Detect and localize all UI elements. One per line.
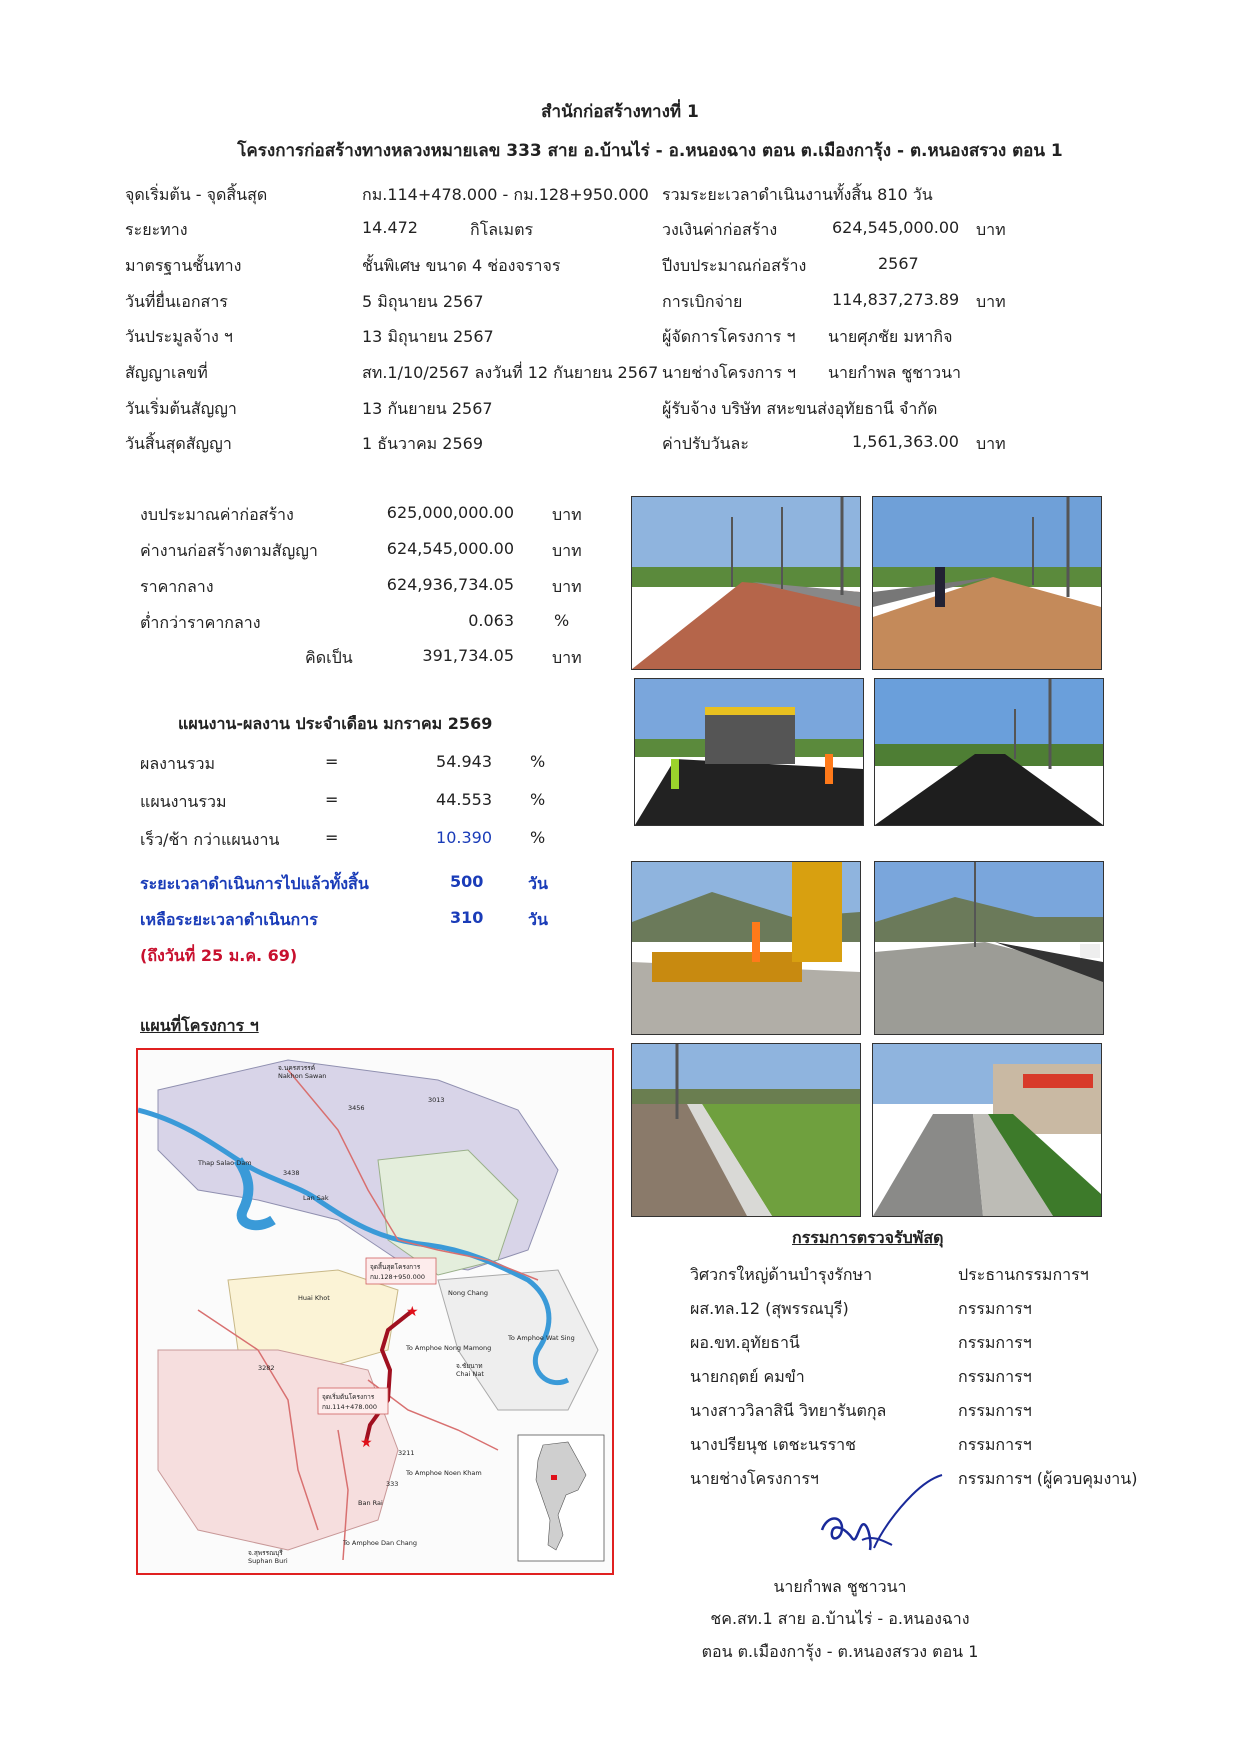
- committee-member-name: นางสาววิลาสินี วิทยารันตกุล: [690, 1401, 887, 1420]
- budget-label: งบประมาณค่าก่อสร้าง: [140, 505, 294, 524]
- photo-subgrade-2: [872, 496, 1102, 670]
- committee-title: กรรมการตรวจรับพัสดุ: [792, 1228, 944, 1247]
- elapsed-unit: วัน: [528, 874, 548, 893]
- budget-value: 391,734.05: [422, 646, 514, 665]
- signer-name: นายกำพล ชูชาวนา: [773, 1577, 907, 1596]
- info-label: ค่าปรับวันละ: [662, 434, 749, 453]
- signature: [812, 1470, 962, 1570]
- map-label-ban-rai: Ban Rai: [358, 1499, 383, 1507]
- budget-value: 624,545,000.00: [386, 539, 514, 558]
- budget-unit: บาท: [552, 577, 582, 596]
- route-shield-3282: 3282: [258, 1364, 275, 1372]
- committee-member-role: กรรมการฯ (ผู้ควบคุมงาน): [958, 1469, 1138, 1488]
- map-label-chai-nat-en: Chai Nat: [456, 1370, 484, 1378]
- project-title: โครงการก่อสร้างทางหลวงหมายเลข 333 สาย อ.บ้านไร่ - อ.หนองฉาง ตอน ต.เมืองการุ้ง - ต.หนองสรวง ตอน 1: [237, 141, 1063, 161]
- progress-value: 54.943: [436, 752, 492, 771]
- start-point-label: จุดเริ่มต้นโครงการ: [322, 1393, 375, 1401]
- committee-member-name: นายช่างโครงการฯ: [690, 1469, 819, 1488]
- budget-unit: บาท: [552, 648, 582, 667]
- info-unit: บาท: [976, 220, 1006, 239]
- progress-unit: %: [530, 790, 546, 809]
- progress-value: 10.390: [436, 828, 492, 847]
- elapsed-label: ระยะเวลาดำเนินการไปแล้วทั้งสิ้น: [140, 874, 369, 893]
- progress-unit: %: [530, 828, 546, 847]
- budget-label: ต่ำกว่าราคากลาง: [140, 613, 261, 632]
- info-label: วันเริ่มต้นสัญญา: [125, 399, 237, 418]
- progress-title: แผนงาน-ผลงาน ประจำเดือน มกราคม 2569: [178, 714, 493, 733]
- budget-unit: %: [554, 611, 570, 630]
- map-label-to-wat-sing: To Amphoe Wat Sing: [508, 1334, 575, 1342]
- info-value: 1,561,363.00: [852, 432, 959, 451]
- map-label-chai-nat: จ.ชัยนาท: [456, 1362, 483, 1370]
- map-label-nakhon-sawan: จ.นครสวรรค์: [278, 1064, 316, 1072]
- info-label: มาตรฐานชั้นทาง: [125, 256, 242, 275]
- info-value: กม.114+478.000 - กม.128+950.000: [362, 185, 649, 204]
- office-title: สำนักก่อสร้างทางที่ 1: [541, 102, 699, 122]
- map-label-suphan: จ.สุพรรณบุรี: [248, 1549, 283, 1557]
- committee-member-role: กรรมการฯ: [958, 1401, 1032, 1420]
- budget-unit: บาท: [552, 541, 582, 560]
- budget-unit: บาท: [552, 505, 582, 524]
- info-label: สัญญาเลขที่: [125, 363, 208, 382]
- committee-member-name: ผอ.ขท.อุทัยธานี: [690, 1333, 800, 1352]
- route-shield-333: 333: [386, 1480, 399, 1488]
- map-label-huai-khot: Huai Khot: [298, 1294, 330, 1302]
- progress-unit: %: [530, 752, 546, 771]
- committee-member-role: กรรมการฯ: [958, 1435, 1032, 1454]
- info-label: วันสิ้นสุดสัญญา: [125, 434, 232, 453]
- photo-paving-1: [634, 678, 864, 826]
- info-label: วันประมูลจ้าง ฯ: [125, 327, 233, 346]
- end-point-km: กม.128+950.000: [370, 1273, 426, 1281]
- budget-label: ราคากลาง: [140, 577, 214, 596]
- budget-label: คิดเป็น: [305, 648, 353, 667]
- info-label: ระยะทาง: [125, 220, 188, 239]
- info-value: 13 กันยายน 2567: [362, 399, 493, 418]
- committee-member-role: กรรมการฯ: [958, 1367, 1032, 1386]
- committee-member-name: วิศวกรใหญ่ด้านบำรุงรักษา: [690, 1265, 873, 1284]
- progress-eq: =: [325, 752, 339, 771]
- committee-member-name: นางปรียนุช เตชะนรราช: [690, 1435, 857, 1454]
- info-unit: บาท: [976, 434, 1006, 453]
- info-label: วันที่ยื่นเอกสาร: [125, 292, 228, 311]
- signer-position-2: ตอน ต.เมืองการุ้ง - ต.หนองสรวง ตอน 1: [701, 1642, 979, 1661]
- progress-value: 44.553: [436, 790, 492, 809]
- progress-label: เร็ว/ช้า กว่าแผนงาน: [140, 830, 280, 849]
- map-label-to-nong-mamong: To Amphoe Nong Mamong: [406, 1344, 492, 1352]
- committee-member-name: นายกฤตย์ คมขำ: [690, 1367, 805, 1386]
- map-label-to-noen-kham: To Amphoe Noen Kham: [406, 1469, 482, 1477]
- budget-label: ค่างานก่อสร้างตามสัญญา: [140, 541, 318, 560]
- route-shield-3013: 3013: [428, 1096, 445, 1104]
- info-unit: บาท: [976, 292, 1006, 311]
- info-label: จุดเริ่มต้น - จุดสิ้นสุด: [125, 185, 268, 204]
- photo-sidewalk: [872, 1043, 1102, 1217]
- info-value: นายศุภชัย มหากิจ: [828, 327, 953, 346]
- map-label-thap-salao: Thap Salao Dam: [198, 1159, 252, 1167]
- signer-position-1: ชค.สท.1 สาย อ.บ้านไร่ - อ.หนองฉาง: [710, 1609, 970, 1628]
- photo-concrete-1: [631, 861, 861, 1035]
- route-shield-3438: 3438: [283, 1169, 300, 1177]
- info-value: 1 ธันวาคม 2569: [362, 434, 483, 453]
- info-value: 114,837,273.89: [832, 290, 960, 309]
- photo-concrete-2: [874, 861, 1104, 1035]
- remain-label: เหลือระยะเวลาดำเนินการ: [140, 910, 318, 929]
- info-unit: กิโลเมตร: [470, 220, 534, 239]
- end-point-marker: ★: [406, 1304, 419, 1320]
- info-label: รวมระยะเวลาดำเนินงานทั้งสิ้น 810 วัน: [662, 185, 933, 204]
- remain-unit: วัน: [528, 910, 548, 929]
- committee-member-name: ผส.ทล.12 (สุพรรณบุรี): [690, 1299, 849, 1318]
- remain-value: 310: [450, 908, 484, 927]
- info-value: ชั้นพิเศษ ขนาด 4 ช่องจราจร: [362, 256, 561, 275]
- map-label-nong-chang: Nong Chang: [448, 1289, 489, 1297]
- progress-label: แผนงานรวม: [140, 792, 227, 811]
- progress-eq: =: [325, 790, 339, 809]
- end-point-label: จุดสิ้นสุดโครงการ: [370, 1263, 421, 1271]
- route-shield-3211: 3211: [398, 1449, 415, 1457]
- info-value: 14.472: [362, 218, 418, 237]
- map-label-to-dan-chang: To Amphoe Dan Chang: [343, 1539, 418, 1547]
- as-of-date: (ถึงวันที่ 25 ม.ค. 69): [140, 946, 298, 965]
- start-point-km: กม.114+478.000: [322, 1403, 378, 1411]
- committee-member-role: กรรมการฯ: [958, 1299, 1032, 1318]
- project-map: [136, 1048, 614, 1575]
- progress-label: ผลงานรวม: [140, 754, 216, 773]
- committee-member-role: ประธานกรรมการฯ: [958, 1265, 1089, 1284]
- info-label: นายช่างโครงการ ฯ: [662, 363, 796, 382]
- map-label-lan-sak: Lan Sak: [303, 1194, 329, 1202]
- info-value: 13 มิถุนายน 2567: [362, 327, 494, 346]
- budget-value: 625,000,000.00: [386, 503, 514, 522]
- info-value: 624,545,000.00: [832, 218, 960, 237]
- info-label: ผู้จัดการโครงการ ฯ: [662, 327, 796, 346]
- map-heading: แผนที่โครงการ ฯ: [140, 1016, 259, 1035]
- info-value: นายกำพล ชูชาวนา: [828, 363, 962, 382]
- photo-drainage-1: [631, 1043, 861, 1217]
- info-value: 2567: [878, 254, 919, 273]
- photo-paving-2: [874, 678, 1104, 826]
- start-point-marker: ★: [360, 1435, 373, 1451]
- info-label: ผู้รับจ้าง บริษัท สหะขนส่งอุทัยธานี จำกัด: [662, 399, 938, 418]
- map-label-nakhon-sawan-en: Nakhon Sawan: [278, 1072, 327, 1080]
- budget-value: 624,936,734.05: [386, 575, 514, 594]
- photo-subgrade-1: [631, 496, 861, 670]
- elapsed-value: 500: [450, 872, 484, 891]
- progress-eq: =: [325, 828, 339, 847]
- info-label: ปีงบประมาณก่อสร้าง: [662, 256, 807, 275]
- budget-value: 0.063: [468, 611, 514, 630]
- info-value: สท.1/10/2567 ลงวันที่ 12 กันยายน 2567: [362, 363, 659, 382]
- map-label-suphan-en: Suphan Buri: [248, 1557, 288, 1565]
- info-value: 5 มิถุนายน 2567: [362, 292, 484, 311]
- map-graphic: [138, 1050, 612, 1573]
- committee-member-role: กรรมการฯ: [958, 1333, 1032, 1352]
- info-label: การเบิกจ่าย: [662, 292, 743, 311]
- info-label: วงเงินค่าก่อสร้าง: [662, 220, 778, 239]
- route-shield-3456: 3456: [348, 1104, 365, 1112]
